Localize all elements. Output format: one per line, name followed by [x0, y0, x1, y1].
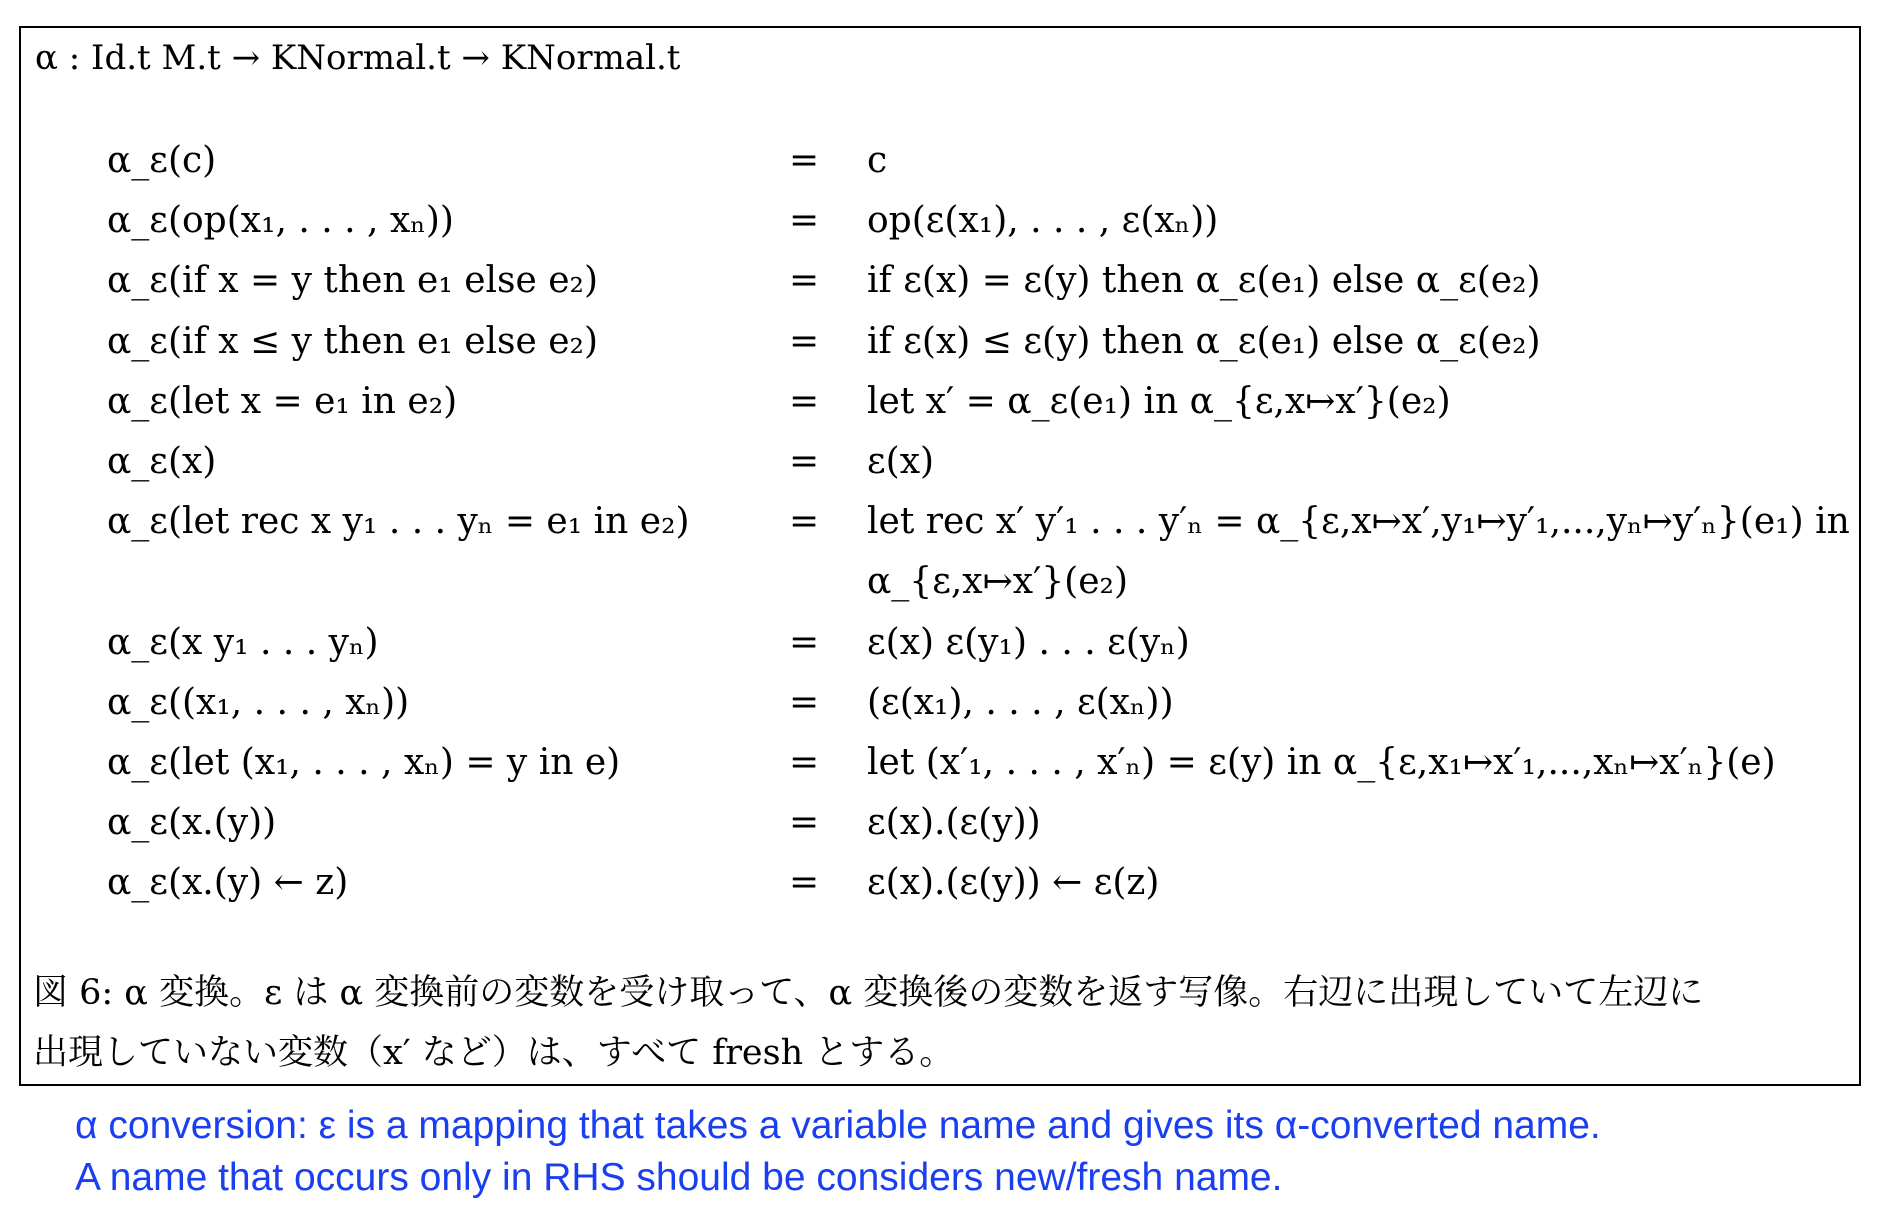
equation-lhs: α_ε(op(x₁, . . . , xₙ)) [107, 200, 454, 241]
equation-lhs: α_ε(if x = y then e₁ else e₂) [107, 260, 599, 301]
equals-sign: = [789, 381, 820, 422]
equation-lhs: α_ε(let (x₁, . . . , xₙ) = y in e) [107, 742, 621, 783]
caption-line-2: 出現していない変数（x′ など）は、すべて fresh とする。 [33, 1033, 955, 1073]
equation-rhs: c [867, 140, 888, 181]
equation-rhs: let rec x′ y′₁ . . . y′ₙ = α_{ε,x↦x′,y₁↦y′₁,...,yₙ↦y′ₙ}(e₁) in [867, 501, 1850, 542]
equation-lhs: α_ε(x.(y) ← z) [107, 862, 349, 903]
figure-box [19, 26, 1861, 1086]
equals-sign: = [789, 321, 820, 362]
equation-rhs: α_{ε,x↦x′}(e₂) [867, 561, 1128, 602]
equation-lhs: α_ε(c) [107, 140, 217, 181]
note-line-2: A name that occurs only in RHS should be considers new/fresh name. [75, 1156, 1283, 1199]
equation-rhs: ε(x) ε(y₁) . . . ε(yₙ) [867, 622, 1190, 663]
equation-lhs: α_ε((x₁, . . . , xₙ)) [107, 682, 410, 723]
equation-rhs: (ε(x₁), . . . , ε(xₙ)) [867, 682, 1174, 723]
note-line-1: α conversion: ε is a mapping that takes a variable name and gives its α-converted name. [75, 1104, 1601, 1147]
equation-lhs: α_ε(x y₁ . . . yₙ) [107, 622, 379, 663]
equals-sign: = [789, 742, 820, 783]
equation-lhs: α_ε(if x ≤ y then e₁ else e₂) [107, 321, 599, 362]
equation-rhs: if ε(x) ≤ ε(y) then α_ε(e₁) else α_ε(e₂) [867, 321, 1541, 362]
equals-sign: = [789, 862, 820, 903]
equation-lhs: α_ε(let x = e₁ in e₂) [107, 381, 458, 422]
english-note [75, 1100, 1601, 1204]
equals-sign: = [789, 802, 820, 843]
equals-sign: = [789, 140, 820, 181]
equals-sign: = [789, 682, 820, 723]
caption-line-1: 図 6: α 変換。ε は α 変換前の変数を受け取って、α 変換後の変数を返す写像。右辺に出現していて左辺に [33, 973, 1704, 1013]
equation-rhs: ε(x) [867, 441, 935, 482]
equals-sign: = [789, 260, 820, 301]
equation-rhs: let (x′₁, . . . , x′ₙ) = ε(y) in α_{ε,x₁↦x′₁,...,xₙ↦x′ₙ}(e) [867, 742, 1776, 783]
equation-rhs: ε(x).(ε(y)) ← ε(z) [867, 862, 1160, 903]
equation-rhs: if ε(x) = ε(y) then α_ε(e₁) else α_ε(e₂) [867, 260, 1541, 301]
equals-sign: = [789, 441, 820, 482]
equals-sign: = [789, 200, 820, 241]
equation-lhs: α_ε(let rec x y₁ . . . yₙ = e₁ in e₂) [107, 501, 690, 542]
equals-sign: = [789, 501, 820, 542]
equation-rhs: let x′ = α_ε(e₁) in α_{ε,x↦x′}(e₂) [867, 381, 1451, 422]
equation-rhs: ε(x).(ε(y)) [867, 802, 1041, 843]
equals-sign: = [789, 622, 820, 663]
figure-caption [33, 963, 1843, 1083]
type-signature: α : Id.t M.t → KNormal.t → KNormal.t [35, 38, 681, 78]
equation-rhs: op(ε(x₁), . . . , ε(xₙ)) [867, 200, 1219, 241]
equation-lhs: α_ε(x.(y)) [107, 802, 277, 843]
equation-lhs: α_ε(x) [107, 441, 217, 482]
